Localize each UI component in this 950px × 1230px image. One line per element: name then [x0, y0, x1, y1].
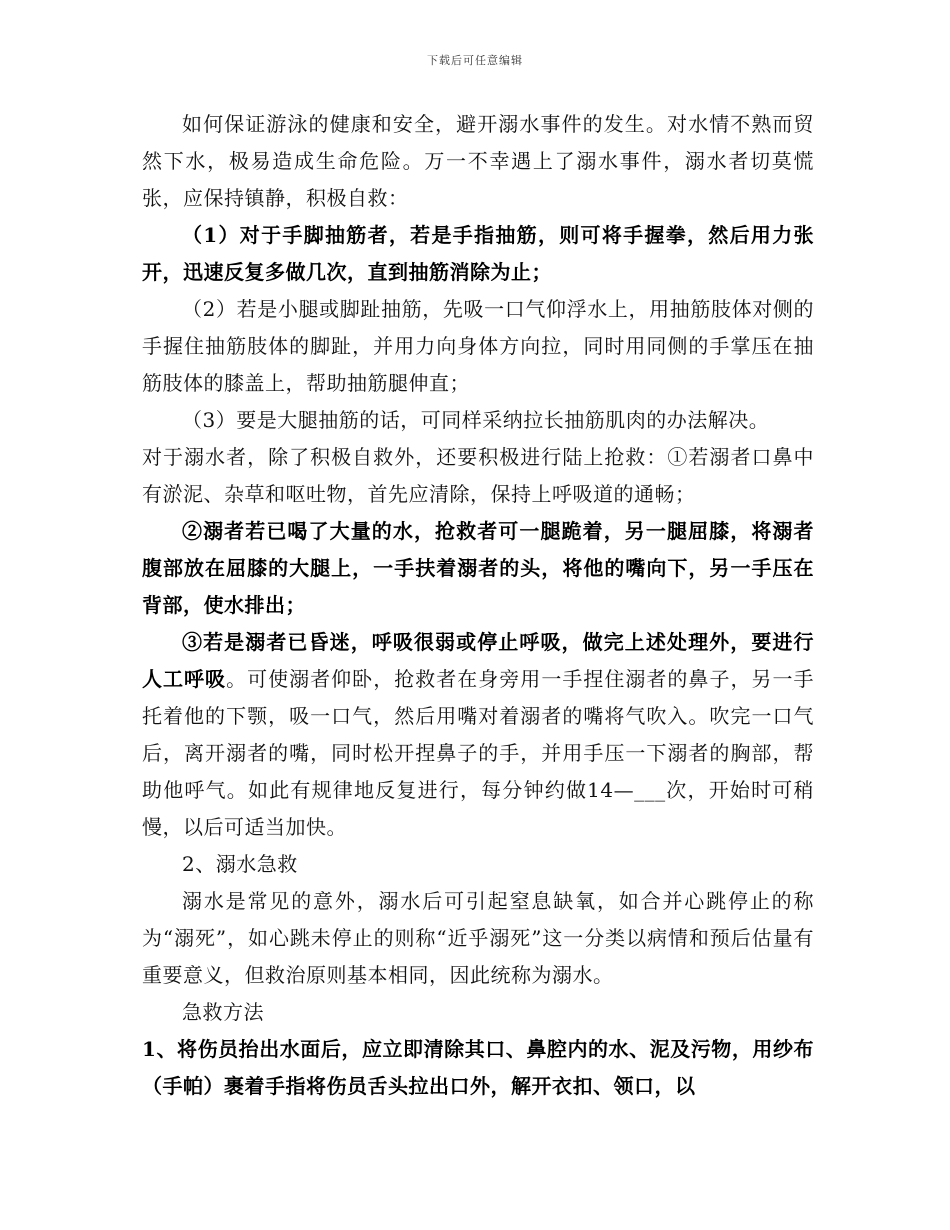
paragraph-calf-cramp: （2）若是小腿或脚趾抽筋，先吸一口气仰浮水上，用抽筋肢体对侧的手握住抽筋肢体的脚趾，并用力向身体方向拉，同时用同侧的手掌压在抽筋肢体的膝盖上，帮助抽筋腿伸直； [142, 297, 814, 395]
paragraph-drowning-definition: 溺水是常见的意外，溺水后可引起窒息缺氧，如合并心跳停止的称为“溺死”，如心跳未停止的则称“近乎溺死”这一分类以病情和预后估量有重要意义，但救治原则基本相同，因此统称为溺水。 [142, 889, 814, 987]
page-header: 下载后可任意编辑 [427, 54, 523, 67]
paragraph-drain-water: ②溺者若已喝了大量的水，抢救者可一腿跪着，另一腿屈膝，将溺者腹部放在屈膝的大腿上，一手扶着溺者的头，将他的嘴向下，另一手压在背部，使水排出； [142, 519, 814, 617]
paragraph-artificial-respiration [142, 624, 814, 846]
paragraph-method-step-1: 1、将伤员抬出水面后，应立即清除其口、鼻腔内的水、泥及污物，用纱布（手帕）裹着手指将伤员舌头拉出口外，解开衣扣、领口，以 [142, 1037, 814, 1098]
artificial-respiration-bold: ③若是溺者已昏迷，呼吸很弱或停止呼吸，做完上述处理外，要进行人工呼吸 [142, 630, 814, 691]
paragraph-land-rescue: 对于溺水者，除了积极自救外，还要积极进行陆上抢救：①若溺者口鼻中有淤泥、杂草和呕吐物，首先应清除，保持上呼吸道的通畅； [142, 445, 814, 506]
section-heading-drowning-first-aid: 2、溺水急救 [182, 852, 298, 876]
paragraph-thigh-cramp: （3）要是大腿抽筋的话，可同样采纳拉长抽筋肌肉的办法解决。 [182, 408, 770, 432]
paragraph-intro: 如何保证游泳的健康和安全，避开溺水事件的发生。对水情不熟而贸然下水，极易造成生命危险。万一不幸遇上了溺水事件，溺水者切莫慌张，应保持镇静，积极自救： [142, 112, 814, 210]
artificial-respiration-text: 。可使溺者仰卧，抢救者在身旁用一手捏住溺者的鼻子，另一手托着他的下颚，吸一口气，然后用嘴对着溺者的嘴将气吹入。吹完一口气后，离开溺者的嘴，同时松开捏鼻子的手，并用手压一下溺者的胸部，帮助他呼气。如此有规律地反复进行，每分钟约做14—___次，开始时可稍慢，以后可适当加快。 [142, 667, 815, 839]
subheading-first-aid-method: 急救方法 [182, 1000, 264, 1024]
paragraph-finger-cramp: （1）对于手脚抽筋者，若是手指抽筋，则可将手握拳，然后用力张开，迅速反复多做几次，直到抽筋消除为止； [142, 223, 814, 284]
document-body [142, 106, 814, 1105]
